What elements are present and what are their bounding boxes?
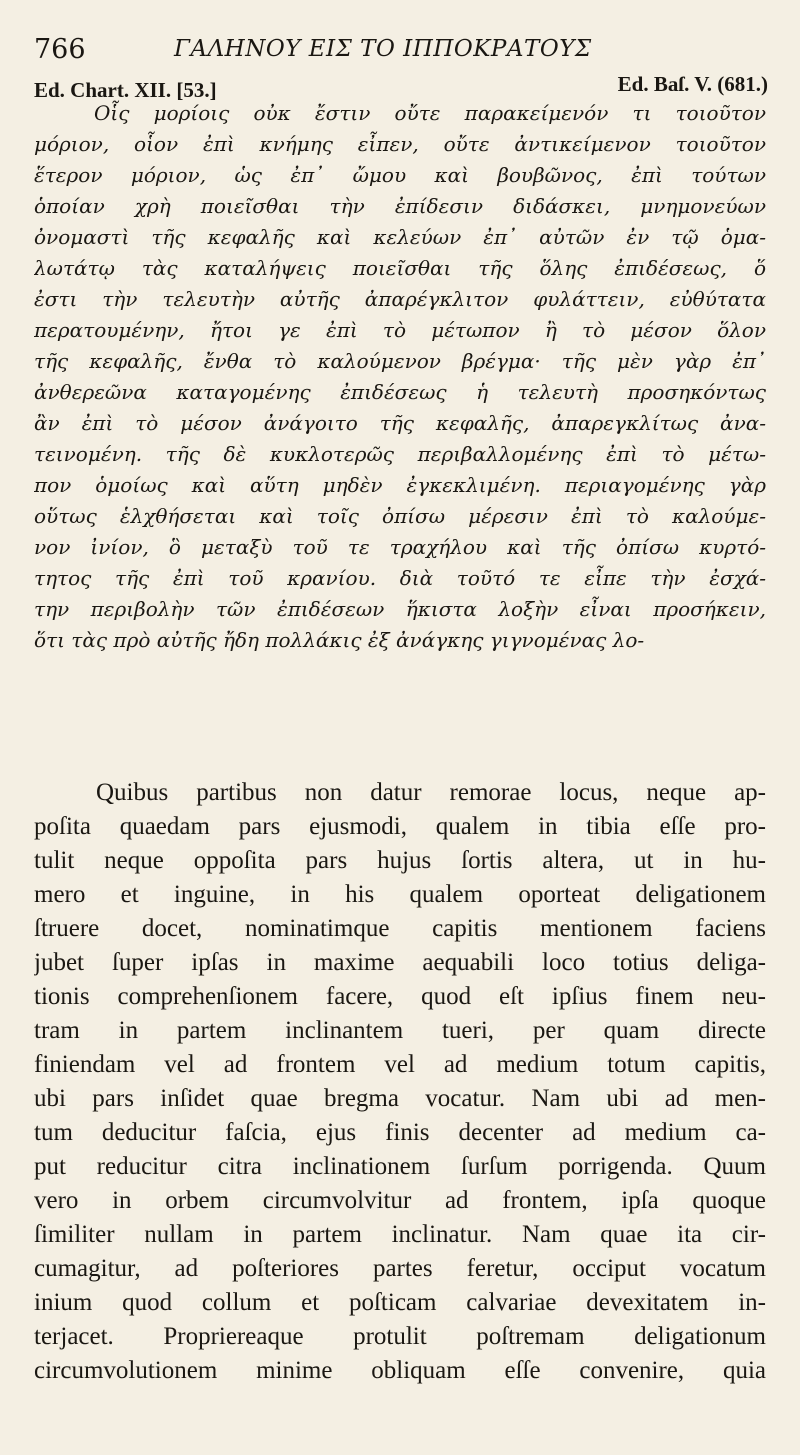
latin-line: ſimiliter nullam in partem inclinatur. Nam quae ita cir-: [34, 1221, 766, 1248]
running-title: ΓΑΛΗΝΟΥ ΕΙΣ ΤΟ ΙΠΠΟΚΡΑΤΟΥΣ: [174, 36, 592, 62]
page-header: [34, 30, 774, 64]
latin-line: circumvolutionem minime obliquam eſſe convenire, quia: [34, 1357, 766, 1384]
edition-chartier-reference: Ed. Chart. XII. [53.]: [34, 78, 217, 102]
latin-line: tulit neque oppoſita pars hujus ſortis altera, ut in hu-: [34, 847, 766, 874]
greek-line: τητος τῆς ἐπὶ τοῦ κρανίου. διὰ τοῦτό τε εἶπε τὴν ἐσχά-: [34, 566, 766, 590]
greek-line: οὕτως ἑλχθήσεται καὶ τοῖς ὀπίσω μέρεσιν ἐπὶ τὸ καλούμε-: [34, 504, 766, 528]
greek-line: περατουμένην, ἤτοι γε ἐπὶ τὸ μέτωπον ἢ τὸ μέσον ὅλον: [34, 318, 766, 342]
greek-line: ἀνθερεῶνα καταγομένης ἐπιδέσεως ἡ τελευτὴ προσηκόντως: [34, 380, 766, 404]
latin-line: ubi pars inſidet quae bregma vocatur. Nam ubi ad men-: [34, 1085, 766, 1112]
latin-line: ſtruere docet, nominatimque capitis mentionem faciens: [34, 915, 766, 942]
page-number: 766: [34, 34, 86, 65]
latin-line: tram in partem inclinantem tueri, per quam directe: [34, 1017, 766, 1044]
greek-line: ἐστι τὴν τελευτὴν αὐτῆς ἀπαρέγκλιτον φυλάττειν, εὐθύτατα: [34, 287, 766, 311]
greek-text-block: [34, 98, 766, 656]
greek-line: τῆς κεφαλῆς, ἔνθα τὸ καλούμενον βρέγμα· τῆς μὲν γὰρ ἐπ᾽: [34, 349, 766, 373]
greek-line: μόριον, οἷον ἐπὶ κνήμης εἶπεν, οὔτε ἀντικείμενον τοιοῦτον: [34, 132, 766, 156]
latin-line: poſita quaedam pars ejusmodi, qualem in tibia eſſe pro-: [34, 813, 766, 840]
greek-line: Οἷς μορίοις οὐκ ἔστιν οὔτε παρακείμενόν τι τοιοῦτον: [94, 101, 766, 125]
greek-line: λωτάτῳ τὰς καταλήψεις ποιεῖσθαι τῆς ὅλης ἐπιδέσεως, ὅ: [34, 256, 766, 280]
greek-line: νον ἰνίον, ὃ μεταξὺ τοῦ τε τραχήλου καὶ τῆς ὀπίσω κυρτό-: [34, 535, 766, 559]
greek-line: ὁποίαν χρὴ ποιεῖσθαι τὴν ἐπίδεσιν διδάσκει, μνημονεύων: [34, 194, 766, 218]
greek-line: πον ὁμοίως καὶ αὕτη μηδὲν ἐγκεκλιμένη. περιαγομένης γὰρ: [34, 473, 766, 497]
greek-line: ἂν ἐπὶ τὸ μέσον ἀνάγοιτο τῆς κεφαλῆς, ἀπαρεγκλίτως ἀνα-: [34, 411, 766, 435]
latin-text-block: [34, 776, 766, 1388]
latin-line: put reducitur citra inclinationem ſurſum porrigenda. Quum: [34, 1153, 766, 1180]
greek-line: ὀνομαστὶ τῆς κεφαλῆς καὶ κελεύων ἐπ᾽ αὐτῶν ἐν τῷ ὁμα-: [34, 225, 766, 249]
greek-line: ἕτερον μόριον, ὡς ἐπ᾽ ὤμου καὶ βουβῶνος, ἐπὶ τούτων: [34, 163, 766, 187]
latin-line: Quibus partibus non datur remorae locus, neque ap-: [96, 779, 766, 806]
latin-line: tionis comprehenſionem facere, quod eſt ipſius finem neu-: [34, 983, 766, 1010]
latin-line: inium quod collum et poſticam calvariae devexitatem in-: [34, 1289, 766, 1316]
latin-line: jubet ſuper ipſas in maxime aequabili loco totius deliga-: [34, 949, 766, 976]
latin-line: vero in orbem circumvolvitur ad frontem, ipſa quoque: [34, 1187, 766, 1214]
greek-line: τεινομένη. τῆς δὲ κυκλοτερῶς περιβαλλομένης ἐπὶ τὸ μέτω-: [34, 442, 766, 466]
edition-basel-reference: Ed. Baſ. V. (681.): [617, 72, 768, 96]
greek-line: την περιβολὴν τῶν ἐπιδέσεων ἥκιστα λοξὴν εἶναι προσήκειν,: [34, 597, 766, 621]
latin-line: terjacet. Propriereaque protulit poſtremam deligationum: [34, 1323, 766, 1350]
latin-line: mero et inguine, in his qualem oporteat deligationem: [34, 881, 766, 908]
latin-line: tum deducitur faſcia, ejus finis decenter ad medium ca-: [34, 1119, 766, 1146]
latin-line: finiendam vel ad frontem vel ad medium totum capitis,: [34, 1051, 766, 1078]
latin-line: cumagitur, ad poſteriores partes feretur, occiput vocatum: [34, 1255, 766, 1282]
greek-line: ὅτι τὰς πρὸ αὐτῆς ἤδη πολλάκις ἐξ ἀνάγκης γιγνομένας λο-: [34, 628, 645, 652]
